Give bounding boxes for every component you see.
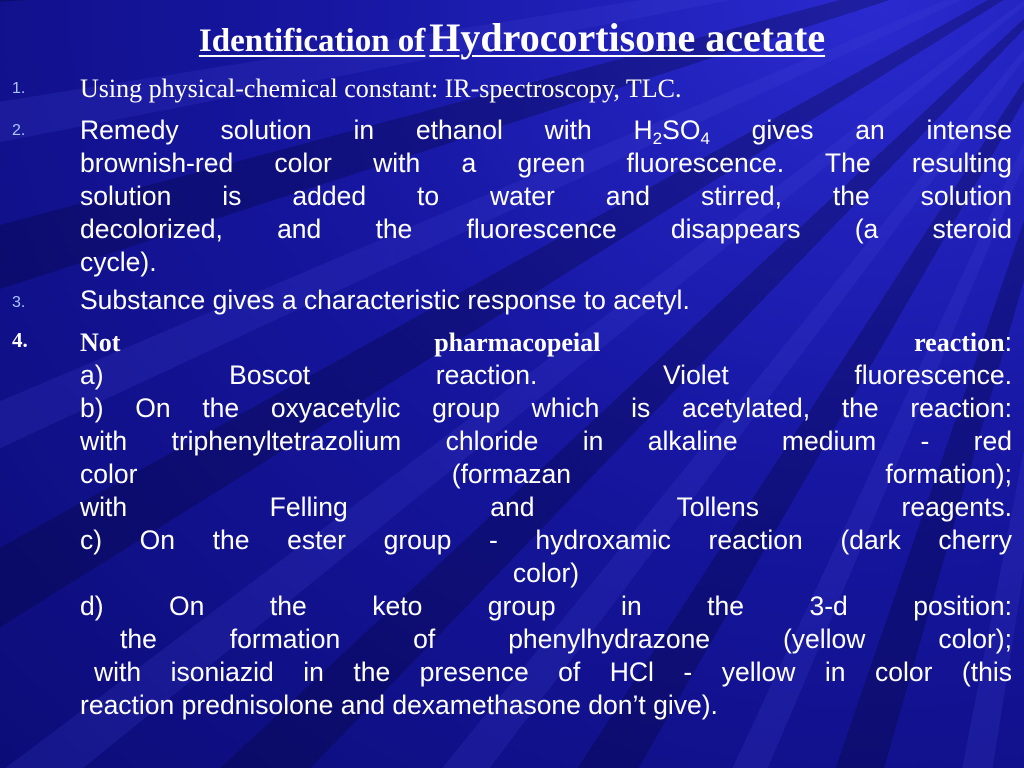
slide-title — [0, 14, 1024, 61]
item-4-text — [80, 326, 1012, 722]
item-4-a: a) Boscot reaction. Violet fluorescence. — [80, 360, 1012, 390]
item-4-heading: Not pharmacopeial reaction: — [80, 327, 1012, 357]
list-number-4: 4. — [12, 328, 28, 352]
item-2-line-3: solution is added to water and stirred, the solution — [80, 181, 1012, 211]
item-4-d3: with isoniazid in the presence of HCl - yellow in color (this — [94, 657, 1012, 687]
item-4-d1: d) On the keto group in the 3-d position: — [80, 591, 1012, 621]
title-main: Hydrocortisone acetate — [429, 15, 826, 60]
item-4-b2: with triphenyltetrazolium chloride in alkaline medium - red — [80, 426, 1012, 456]
item-2-text — [80, 114, 1012, 279]
item-2-line-4: decolorized, and the fluorescence disappears (a steroid — [80, 214, 1012, 244]
item-4-b3: color (formazan formation); — [80, 459, 1012, 489]
title-prefix: Identification of — [198, 23, 426, 59]
item-2-line-5: cycle). — [80, 247, 157, 277]
list-number-1: 1. — [12, 80, 26, 97]
item-2-line-1: Remedy solution in ethanol with $H_2SO_4$ gives an intense — [80, 115, 1012, 148]
item-1-text: Using physical-chemical constant: IR-spectroscopy, TLC. — [80, 74, 682, 103]
list-number-3: 3. — [12, 294, 26, 311]
item-3-text: Substance gives a characteristic response to acetyl. — [80, 285, 690, 315]
item-4-b1: b) On the oxyacetylic group which is acetylated, the reaction: — [80, 393, 1012, 423]
list-number-2: 2. — [12, 122, 26, 139]
item-4-b4: with Felling and Tollens reagents. — [80, 492, 1012, 522]
item-4-c1: c) On the ester group - hydroxamic reaction (dark cherry — [80, 525, 1012, 555]
item-4-d2: the formation of phenylhydrazone (yellow color); — [120, 624, 1012, 654]
item-4-c2: color) — [512, 558, 580, 588]
item-2-line-2: brownish-red color with a green fluorescence. The resulting — [80, 148, 1012, 178]
item-4-d4: reaction prednisolone and dexamethasone don’t give). — [80, 690, 718, 720]
